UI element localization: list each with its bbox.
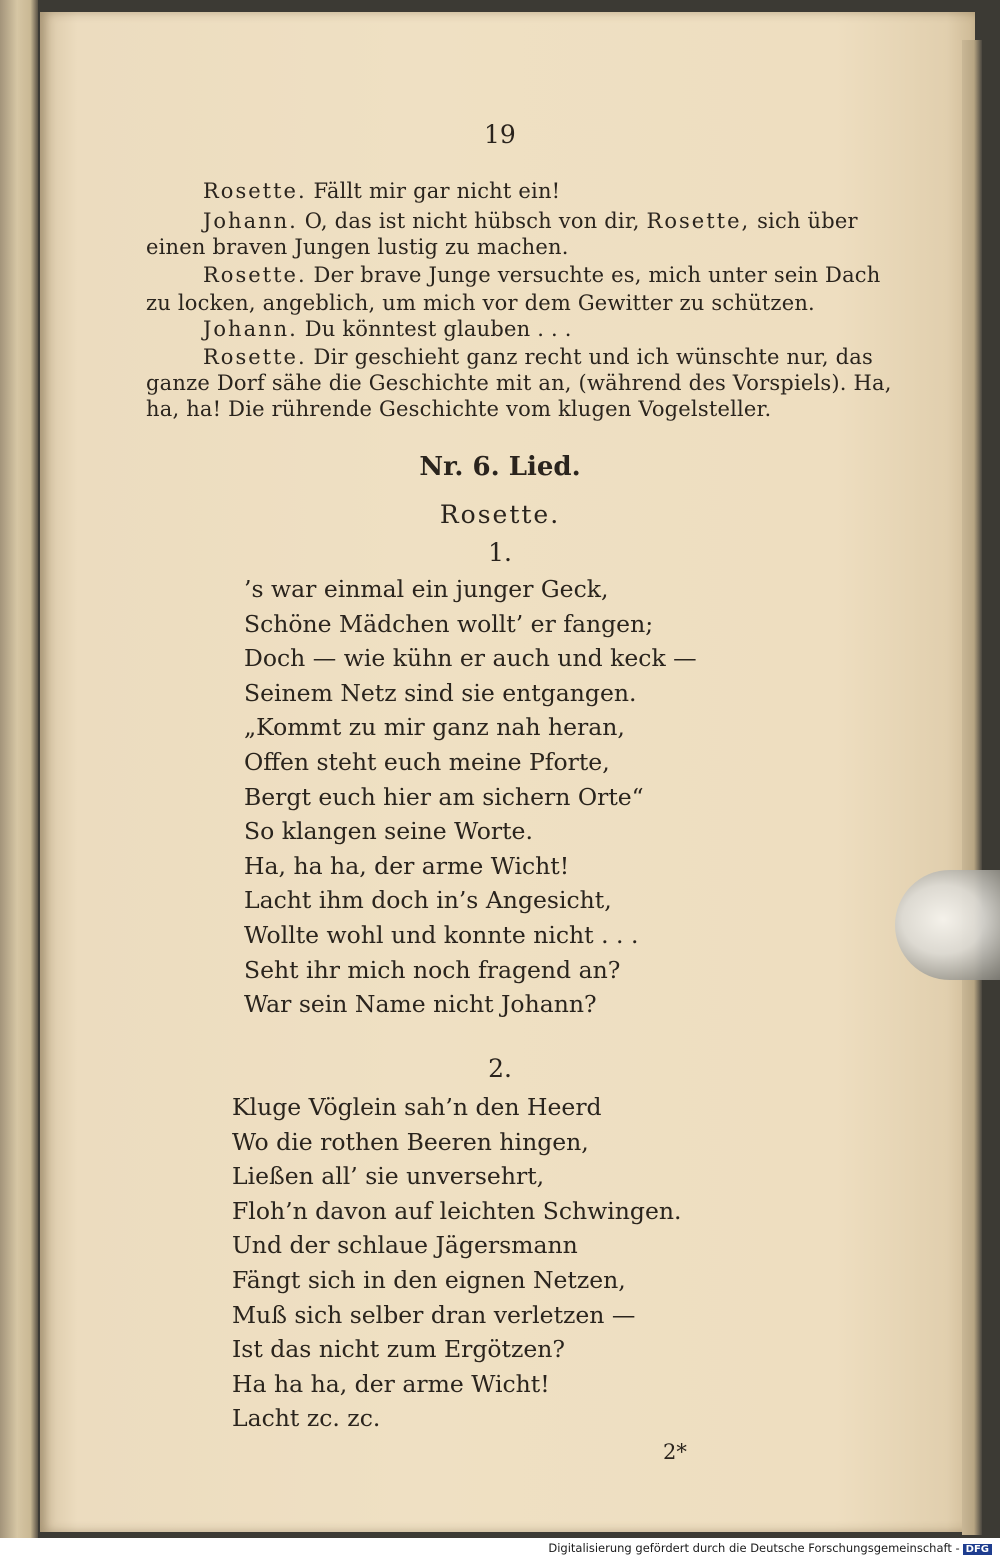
stanza-2 xyxy=(232,1090,681,1436)
verse-line: Ließen all’ sie unversehrt, xyxy=(232,1162,545,1191)
speaker: Rosette. xyxy=(203,263,307,287)
dialogue-text: Fällt mir gar nicht ein! xyxy=(313,179,561,203)
verse-line: So klangen seine Worte. xyxy=(244,817,533,846)
verse-line: Ha, ha ha, der arme Wicht! xyxy=(244,851,570,880)
verse-line: Ha ha ha, der arme Wicht! xyxy=(232,1369,550,1398)
dialogue-line-2-cont: einen braven Jungen lustig zu machen. xyxy=(146,235,569,259)
dialogue-text: Du könntest glauben . . . xyxy=(304,317,572,341)
dialogue-text: sich über xyxy=(757,209,858,233)
dialogue-text: O, das ist nicht hübsch von dir, xyxy=(304,209,640,233)
speaker: Rosette. xyxy=(203,345,307,369)
right-page-edge xyxy=(962,40,982,1535)
footer-credit xyxy=(548,1541,992,1555)
verse-line: Bergt euch hier am sichern Orte“ xyxy=(244,782,644,811)
dialogue-line-4 xyxy=(203,314,572,344)
dialogue-text: Der brave Junge versuchte es, mich unter sein Dach xyxy=(313,263,881,287)
dialogue-text: Dir geschieht ganz recht und ich wünschte nur, das xyxy=(313,345,873,369)
verse-line: Seht ihr mich noch fragend an? xyxy=(244,955,621,984)
stanza-number: 1. xyxy=(488,538,512,567)
page-number: 19 xyxy=(484,120,516,149)
verse-line: Doch — wie kühn er auch und keck — xyxy=(244,644,697,673)
left-page-edge xyxy=(0,0,38,1538)
page-clip xyxy=(895,870,1000,980)
verse-line: War sein Name nicht Johann? xyxy=(244,990,597,1019)
verse-line: „Kommt zu mir ganz nah heran, xyxy=(244,713,625,742)
verse-line: Ist das nicht zum Ergötzen? xyxy=(232,1335,566,1364)
verse-line: ’s war einmal ein junger Geck, xyxy=(244,575,609,603)
dialogue-line-1 xyxy=(203,176,560,206)
verse-line: Fängt sich in den eignen Netzen, xyxy=(232,1265,626,1294)
speaker: Johann. xyxy=(203,209,298,233)
speaker: Johann. xyxy=(203,317,298,341)
verse-line: Wollte wohl und konnte nicht . . . xyxy=(244,920,639,949)
song-singer: Rosette. xyxy=(439,500,561,529)
verse-line: Wo die rothen Beeren hingen, xyxy=(232,1127,589,1156)
verse-line: Seinem Netz sind sie entgangen. xyxy=(244,678,637,707)
verse-line: Offen steht euch meine Pforte, xyxy=(244,747,610,776)
verse-line: Schöne Mädchen wollt’ er fangen; xyxy=(244,609,654,638)
verse-line: Floh’n davon auf leichten Schwingen. xyxy=(232,1196,682,1225)
dialogue-line-5-cont: ganze Dorf sähe die Geschichte mit an, (während des Vorspiels). Ha, xyxy=(146,371,892,395)
verse-line: Und der schlaue Jägersmann xyxy=(232,1231,578,1260)
verse-line: Muß sich selber dran verletzen — xyxy=(232,1300,636,1329)
signature-mark: 2* xyxy=(663,1440,687,1464)
dfg-logo: DFG xyxy=(963,1544,992,1555)
stanza-1 xyxy=(244,572,697,1022)
speaker: Rosette, xyxy=(646,209,751,233)
song-heading: Nr. 6. Lied. xyxy=(419,452,581,482)
stanza-number: 2. xyxy=(488,1054,512,1083)
dialogue-line-5-cont2: ha, ha! Die rührende Geschichte vom klugen Vogelsteller. xyxy=(146,397,772,421)
verse-line: Kluge Vöglein sah’n den Heerd xyxy=(232,1093,602,1121)
speaker: Rosette. xyxy=(203,179,307,203)
credit-text: Digitalisierung gefördert durch die Deutsche Forschungsgemeinschaft - xyxy=(548,1541,960,1555)
dialogue-line-3-cont: zu locken, angeblich, um mich vor dem Gewitter zu schützen. xyxy=(146,291,815,315)
verse-line: Lacht ihm doch in’s Angesicht, xyxy=(244,886,612,915)
dialogue-line-3 xyxy=(203,260,881,290)
verse-line: Lacht zc. zc. xyxy=(232,1404,381,1433)
